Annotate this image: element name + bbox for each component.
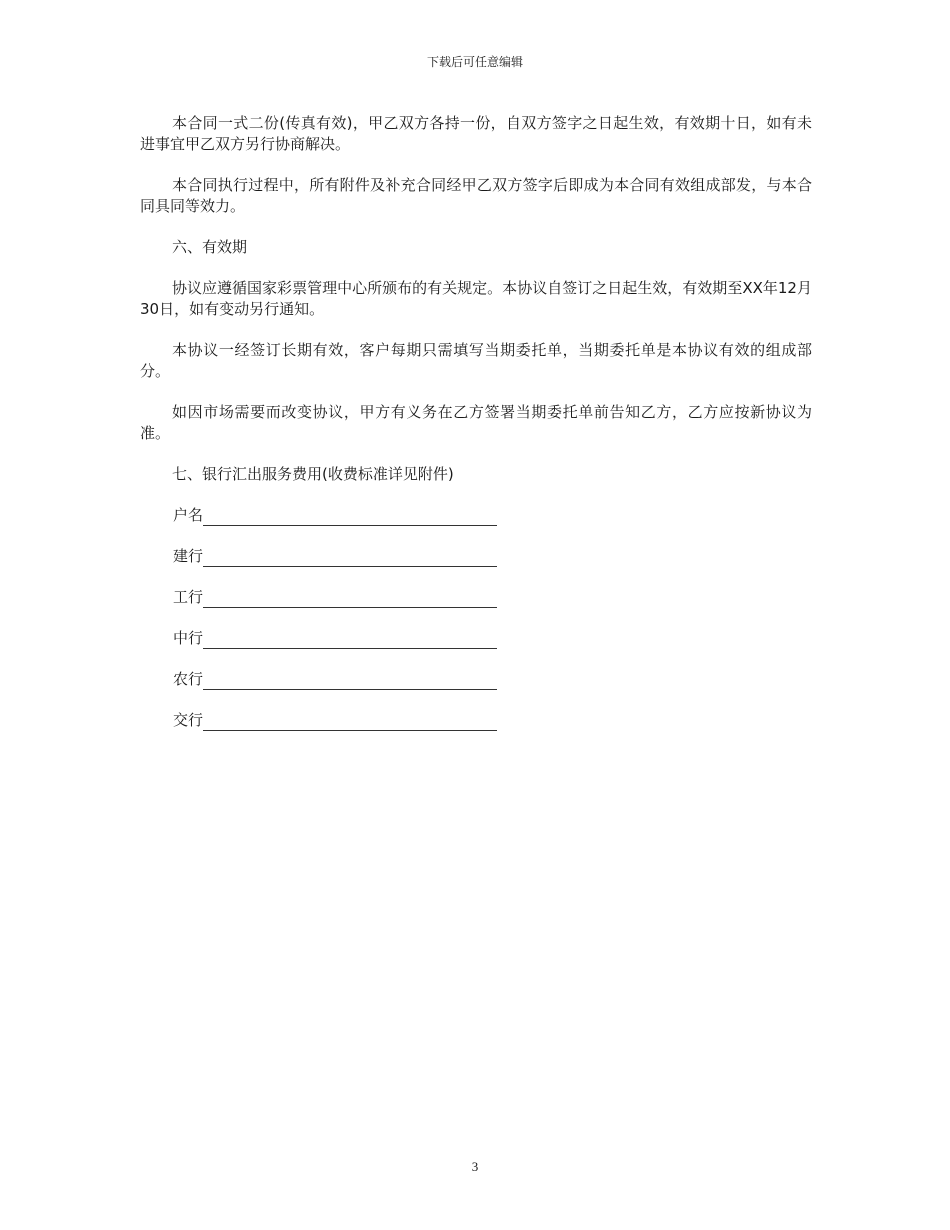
field-boc — [173, 628, 812, 649]
section-heading-fees: 七、银行汇出服务费用(收费标准详见附件) — [172, 465, 454, 483]
field-label: 中行 — [173, 629, 204, 647]
field-label: 建行 — [173, 547, 204, 565]
field-label: 交行 — [173, 711, 204, 729]
paragraph-copies: 本合同一式二份(传真有效)，甲乙双方各持一份，自双方签字之日起生效，有效期十日，如有未进事宜甲乙双方另行协商解决。 — [140, 114, 812, 153]
section-heading-validity: 六、有效期 — [172, 238, 248, 256]
document-body — [140, 113, 812, 751]
boc-blank[interactable] — [203, 630, 497, 649]
field-icbc — [173, 587, 812, 608]
bocom-blank[interactable] — [203, 712, 497, 731]
paragraph-regulations: 协议应遵循国家彩票管理中心所颁布的有关规定。本协议自签订之日起生效，有效期至XX年12月30日，如有变动另行通知。 — [140, 279, 812, 318]
abc-blank[interactable] — [203, 671, 497, 690]
field-label: 工行 — [173, 588, 204, 606]
field-bocom — [173, 710, 812, 731]
field-label: 户名 — [173, 506, 204, 524]
account-name-blank[interactable] — [203, 507, 497, 526]
field-account-name — [173, 505, 812, 526]
page-header: 下载后可任意编辑 — [426, 55, 523, 69]
icbc-blank[interactable] — [203, 589, 497, 608]
field-label: 农行 — [173, 670, 204, 688]
ccb-blank[interactable] — [203, 548, 497, 567]
paragraph-change: 如因市场需要而改变协议，甲方有义务在乙方签署当期委托单前告知乙方，乙方应按新协议为准。 — [140, 403, 812, 442]
page-number: 3 — [471, 1159, 479, 1174]
field-abc — [173, 669, 812, 690]
paragraph-attachments: 本合同执行过程中，所有附件及补充合同经甲乙双方签字后即成为本合同有效组成部发，与本合同具同等效力。 — [140, 176, 812, 215]
paragraph-long-term: 本协议一经签订长期有效，客户每期只需填写当期委托单，当期委托单是本协议有效的组成部分。 — [140, 341, 812, 380]
field-ccb — [173, 546, 812, 567]
